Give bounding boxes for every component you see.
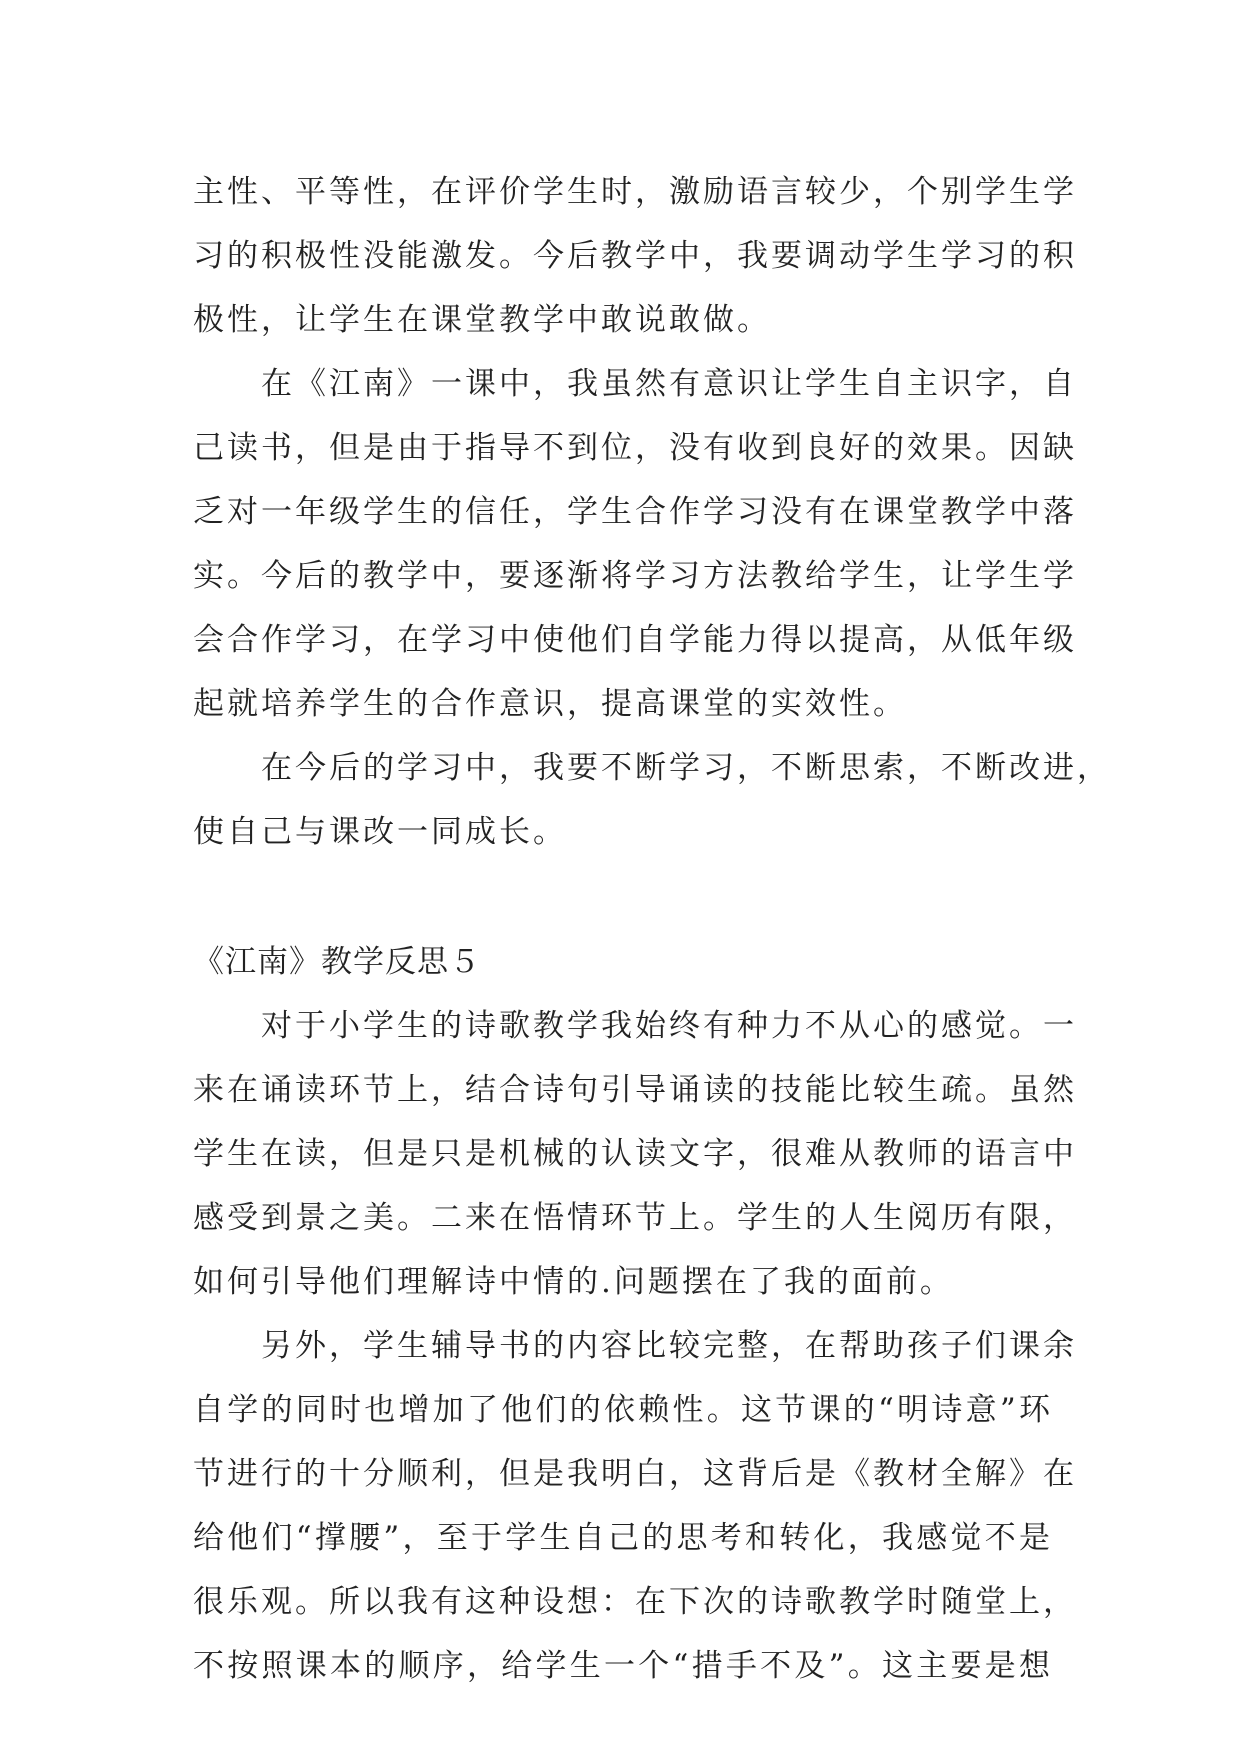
text-line: 感受到景之美。二来在悟情环节上。学生的人生阅历有限， [193,1200,1077,1236]
text-line: 会合作学习，在学习中使他们自学能力得以提高，从低年级 [193,622,1077,658]
text-line: 不按照课本的顺序，给学生一个“措手不及”。这主要是想 [193,1648,1053,1684]
text-line: 主性、平等性，在评价学生时，激励语言较少，个别学生学 [193,174,1077,210]
text-line: 另外，学生辅导书的内容比较完整，在帮助孩子们课余 [261,1328,1077,1364]
text-line: 如何引导他们理解诗中情的.问题摆在了我的面前。 [193,1264,954,1300]
paragraph [193,1314,1077,1698]
text-line: 己读书，但是由于指导不到位，没有收到良好的效果。因缺 [193,430,1077,466]
document-body [193,160,1111,1698]
text-line: 对于小学生的诗歌教学我始终有种力不从心的感觉。一 [261,1008,1077,1044]
paragraph [193,352,1077,736]
text-line: 节进行的十分顺利，但是我明白，这背后是《教材全解》在 [193,1456,1077,1492]
text-line: 在《江南》一课中，我虽然有意识让学生自主识字，自 [261,366,1077,402]
paragraph [193,994,1077,1314]
text-line: 极性，让学生在课堂教学中敢说敢做。 [193,302,771,338]
text-line: 来在诵读环节上，结合诗句引导诵读的技能比较生疏。虽然 [193,1072,1077,1108]
text-line: 学生在读，但是只是机械的认读文字，很难从教师的语言中 [193,1136,1077,1172]
text-line: 很乐观。所以我有这种设想：在下次的诗歌教学时随堂上， [193,1584,1077,1620]
paragraph [193,736,1111,864]
text-line: 乏对一年级学生的信任，学生合作学习没有在课堂教学中落 [193,494,1077,530]
text-line: 习的积极性没能激发。今后教学中，我要调动学生学习的积 [193,238,1077,274]
section-heading: 《江南》教学反思５ [193,944,481,980]
text-line: 使自己与课改一同成长。 [193,814,567,850]
text-line: 给他们“撑腰”，至于学生自己的思考和转化，我感觉不是 [193,1520,1053,1556]
text-line: 起就培养学生的合作意识，提高课堂的实效性。 [193,686,907,722]
text-line: 在今后的学习中，我要不断学习，不断思索，不断改进， [261,750,1111,786]
text-line: 自学的同时也增加了他们的依赖性。这节课的“明诗意”环 [193,1392,1053,1428]
section-spacer [193,864,1053,930]
text-line: 实。今后的教学中，要逐渐将学习方法教给学生，让学生学 [193,558,1077,594]
paragraph [193,160,1077,352]
